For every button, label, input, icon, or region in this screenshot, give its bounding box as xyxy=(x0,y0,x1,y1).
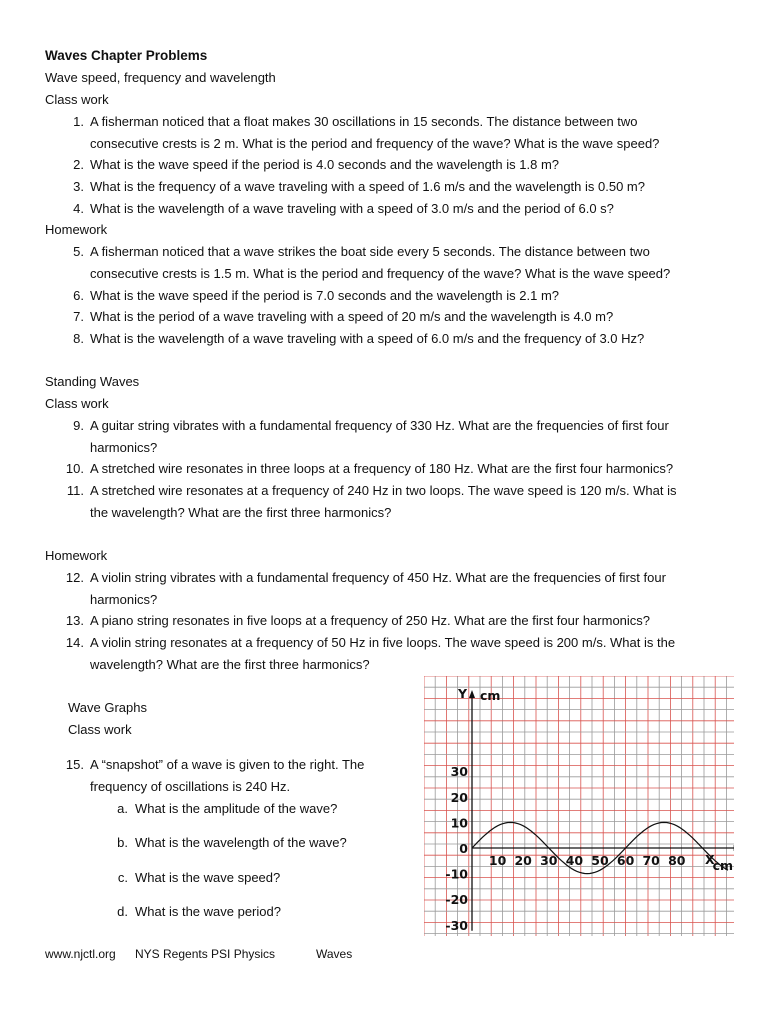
homework-heading: Homework xyxy=(45,222,108,237)
question-text: What is the amplitude of the wave? xyxy=(135,801,338,816)
problem-text: A fisherman noticed that a float makes 30 oscillations in 15 seconds. The distance between two xyxy=(90,114,638,129)
problem-text: What is the wave speed if the period is 7.0 seconds and the wavelength is 2.1 m? xyxy=(90,288,559,303)
x-axis-unit: cm xyxy=(712,858,734,873)
x-tick-label: 10 xyxy=(488,853,507,868)
problem-12 xyxy=(62,570,666,585)
problem-number: 6. xyxy=(73,288,84,303)
problem-15 xyxy=(62,757,364,772)
problem-4 xyxy=(62,201,614,216)
footer-website: www.njctl.org xyxy=(45,947,116,961)
question-letter: c. xyxy=(117,870,128,885)
problem-number: 2. xyxy=(73,157,84,172)
problem-2 xyxy=(62,157,559,172)
problem-8 xyxy=(62,331,644,346)
problem-number: 4. xyxy=(73,201,84,216)
y-axis-label: Y xyxy=(458,686,468,701)
problem-9-continued: harmonics? xyxy=(90,440,158,455)
problem-number: 14. xyxy=(65,635,84,650)
problem-number: 15. xyxy=(65,757,84,772)
question-text: What is the wave period? xyxy=(135,904,281,919)
problem-11-continued: the wavelength? What are the first three harmonics? xyxy=(90,505,392,520)
problem-number: 1. xyxy=(73,114,84,129)
y-tick-label: -20 xyxy=(445,892,468,908)
x-tick-label: 50 xyxy=(591,853,609,868)
problem-14 xyxy=(62,635,675,650)
problem-3 xyxy=(62,179,645,194)
question-c xyxy=(112,870,280,885)
problem-number: 8. xyxy=(73,331,84,346)
question-letter: b. xyxy=(117,835,128,850)
y-axis-arrow xyxy=(469,690,475,698)
problem-12-continued: harmonics? xyxy=(90,592,158,607)
y-tick-label: 10 xyxy=(450,815,468,831)
question-letter: a. xyxy=(117,801,128,816)
section-heading-wave-graphs: Wave Graphs xyxy=(68,700,147,715)
y-tick-label: 20 xyxy=(450,789,468,805)
section-heading-standing-waves: Standing Waves xyxy=(45,374,140,389)
footer-unit: Waves xyxy=(316,947,353,961)
problem-number: 5. xyxy=(73,244,84,259)
x-tick-label: 70 xyxy=(642,853,660,868)
problem-number: 7. xyxy=(73,309,84,324)
classwork-heading: Class work xyxy=(68,722,132,737)
graph-grid xyxy=(424,676,734,936)
classwork-heading: Class work xyxy=(45,92,109,107)
homework-heading: Homework xyxy=(45,548,108,563)
problem-text: A “snapshot” of a wave is given to the right. The xyxy=(90,757,365,772)
problem-text: What is the wavelength of a wave traveling with a speed of 6.0 m/s and the frequency of 3.0 Hz? xyxy=(90,331,645,346)
y-axis-unit: cm xyxy=(480,688,501,703)
problem-number: 3. xyxy=(73,179,84,194)
problem-13 xyxy=(62,613,650,628)
x-tick-label: 30 xyxy=(540,853,558,868)
x-tick-label: 80 xyxy=(668,853,686,868)
problem-text: What is the wave speed if the period is 4.0 seconds and the wavelength is 1.8 m? xyxy=(90,157,559,172)
problem-5 xyxy=(62,244,650,259)
problem-1-continued: consecutive crests is 2 m. What is the period and frequency of the wave? What is the wave speed? xyxy=(90,136,660,151)
y-tick-label: -30 xyxy=(445,917,468,933)
question-letter: d. xyxy=(117,904,128,919)
question-text: What is the wavelength of the wave? xyxy=(135,835,347,850)
question-d xyxy=(112,904,281,919)
y-tick-label: 30 xyxy=(450,764,468,780)
classwork-heading: Class work xyxy=(45,396,109,411)
x-axis-label: X xyxy=(704,852,715,867)
x-tick-label: 40 xyxy=(565,853,584,868)
y-tick-label: -10 xyxy=(445,866,468,882)
footer-course: NYS Regents PSI Physics xyxy=(135,947,276,961)
problem-text: A guitar string vibrates with a fundamental frequency of 330 Hz. What are the frequencies of first four xyxy=(90,418,669,433)
x-tick-label: 60 xyxy=(616,853,635,868)
document-title: Waves Chapter Problems xyxy=(45,48,208,63)
problem-11 xyxy=(62,483,677,498)
problem-text: A violin string resonates at a frequency of 50 Hz in five loops. The wave speed is 200 m/s. What is the xyxy=(90,635,676,650)
problem-text: A stretched wire resonates at a frequency of 240 Hz in two loops. The wave speed is 120 m/s. What is xyxy=(90,483,677,498)
problem-text: A stretched wire resonates in three loops at a frequency of 180 Hz. What are the first four harmonics? xyxy=(90,461,674,476)
problem-1 xyxy=(62,114,638,129)
problem-text: What is the period of a wave traveling with a speed of 20 m/s and the wavelength is 4.0 m? xyxy=(90,309,614,324)
problem-text: A violin string vibrates with a fundamental frequency of 450 Hz. What are the frequencies of first four xyxy=(90,570,666,585)
problem-text: A piano string resonates in five loops at a frequency of 250 Hz. What are the first four harmonics? xyxy=(90,613,651,628)
x-tick-label: 20 xyxy=(514,853,532,868)
section-heading-wave-speed: Wave speed, frequency and wavelength xyxy=(45,70,276,85)
problem-7 xyxy=(62,309,613,324)
problem-10 xyxy=(62,461,673,476)
question-text: What is the wave speed? xyxy=(135,870,281,885)
problem-15-continued: frequency of oscillations is 240 Hz. xyxy=(90,779,291,794)
problem-number: 10. xyxy=(65,461,84,476)
problem-number: 9. xyxy=(73,418,84,433)
problem-text: What is the wavelength of a wave traveling with a speed of 3.0 m/s and the period of 6.0 s? xyxy=(90,201,614,216)
problem-5-continued: consecutive crests is 1.5 m. What is the period and frequency of the wave? What is the wave speed? xyxy=(90,266,671,281)
wave-graph xyxy=(424,676,734,936)
problem-number: 12. xyxy=(65,570,84,585)
problem-text: What is the frequency of a wave traveling with a speed of 1.6 m/s and the wavelength is 0.50 m? xyxy=(90,179,645,194)
problem-text: A fisherman noticed that a wave strikes the boat side every 5 seconds. The distance between two xyxy=(90,244,650,259)
problem-9 xyxy=(62,418,669,433)
problem-number: 11. xyxy=(66,483,84,498)
question-b xyxy=(112,835,347,850)
question-a xyxy=(112,801,337,816)
problem-number: 13. xyxy=(65,613,84,628)
problem-6 xyxy=(62,288,559,303)
problem-14-continued: wavelength? What are the first three harmonics? xyxy=(90,657,370,672)
y-tick-label: 0 xyxy=(459,841,468,856)
